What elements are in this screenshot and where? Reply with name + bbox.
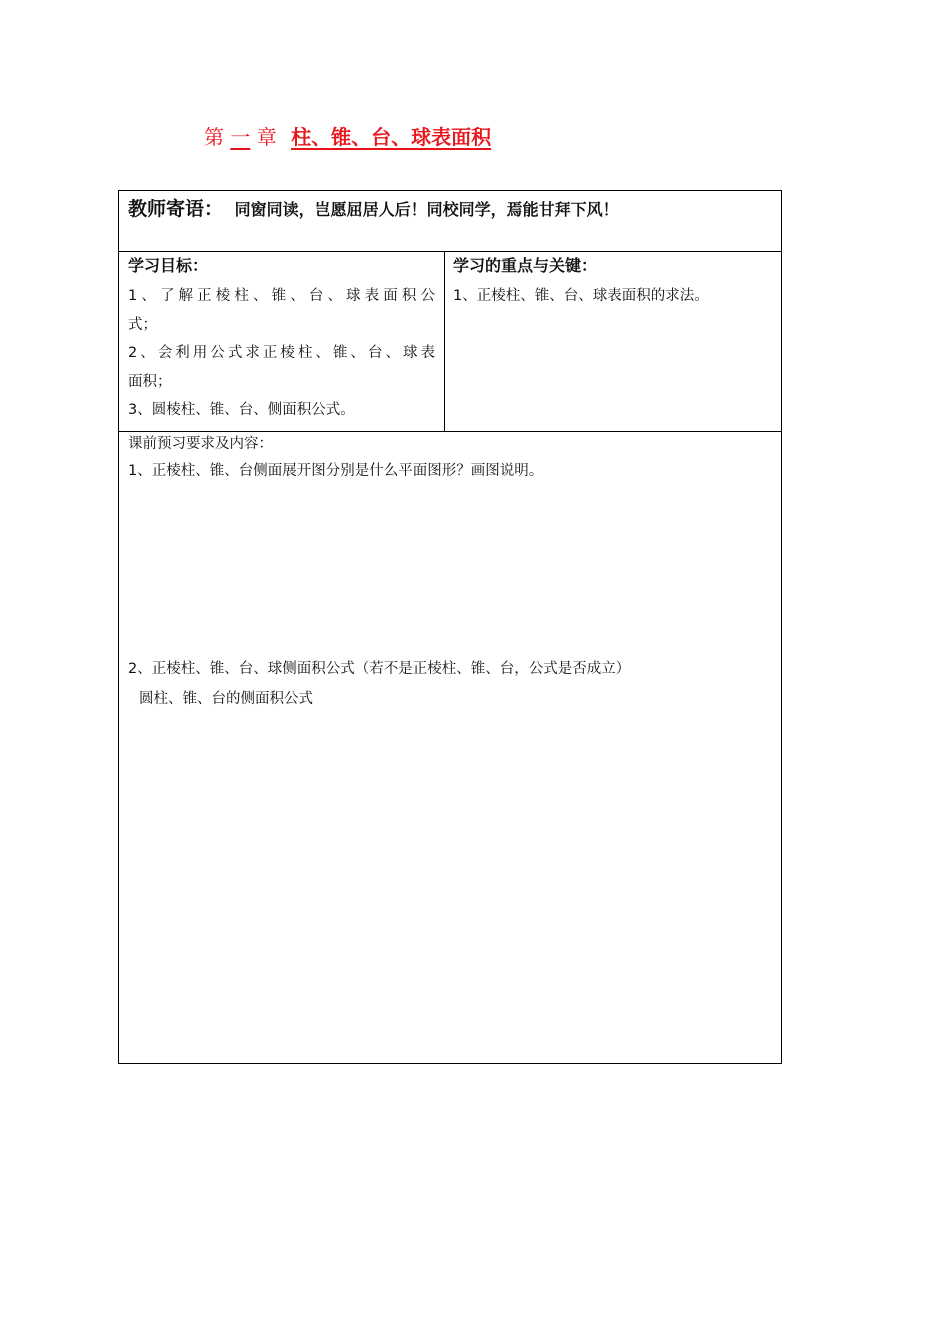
objective-line: 面积； — [128, 374, 172, 390]
title-prefix: 第 — [204, 125, 224, 149]
key-points-heading: 学习的重点与关键： — [453, 256, 598, 275]
column-divider — [444, 251, 445, 431]
motto-label: 教师寄语： — [128, 198, 224, 220]
key-point-line: 1、正棱柱、锥、台、球表面积的求法。 — [453, 288, 709, 304]
preview-question-2: 2、正棱柱、锥、台、球侧面积公式（若不是正棱柱、锥、台，公式是否成立） — [128, 661, 631, 677]
lesson-table — [118, 190, 782, 1064]
title-chapter-number: 一 — [230, 125, 251, 149]
objective-line: 2、会利用公式求正棱柱、锥、台、球表 — [128, 345, 435, 361]
objectives-heading: 学习目标： — [128, 256, 209, 275]
objective-line: 式； — [128, 317, 157, 333]
objective-line: 3、圆棱柱、锥、台、侧面积公式。 — [128, 402, 355, 418]
objective-line: 1、了解正棱柱、锥、台、球表面积公 — [128, 288, 435, 304]
preview-heading: 课前预习要求及内容： — [128, 436, 273, 452]
page-title — [204, 122, 491, 152]
teacher-motto — [128, 194, 619, 221]
motto-text: 同窗同读，岂愿屈居人后！同校同学，焉能甘拜下风！ — [234, 200, 619, 219]
title-chapter-word: 章 — [256, 125, 277, 149]
title-topic: 柱、锥、台、球表面积 — [291, 125, 492, 149]
preview-question-1: 1、正棱柱、锥、台侧面展开图分别是什么平面图形？画图说明。 — [128, 463, 544, 479]
preview-question-2-sub: 圆柱、锥、台的侧面积公式 — [139, 691, 313, 707]
row-divider — [119, 251, 781, 252]
